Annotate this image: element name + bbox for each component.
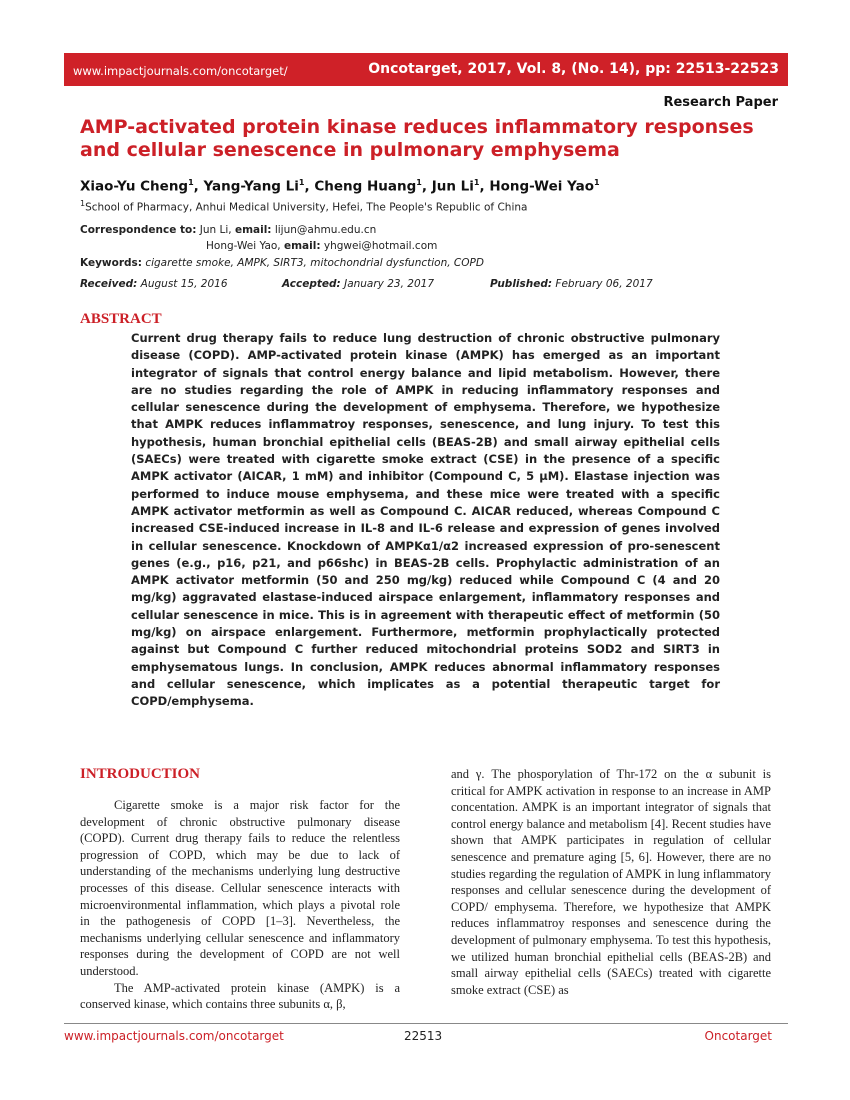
published-value: February 06, 2017: [555, 278, 653, 290]
correspondence-email-link[interactable]: lijun@ahmu.edu.cn: [274, 224, 377, 236]
author-name: Jun Li: [431, 178, 474, 195]
correspondence-block: [80, 222, 437, 254]
received-date: [80, 278, 228, 290]
author-affiliation-mark: 1: [473, 178, 480, 187]
paper-title: AMP-activated protein kinase reduces inflammatory responses and cellular senescence in pulmonary emphysema: [80, 116, 754, 161]
author-affiliation-mark: 1: [298, 178, 305, 187]
affiliation-text: School of Pharmacy, Anhui Medical University, Hefei, The People's Republic of China: [85, 201, 528, 214]
abstract-text: Current drug therapy fails to reduce lung destruction of chronic obstructive pulmonary disease (COPD). AMP-activated protein kinase (AMPK) has emerged as an important integrator of signals that control energy balance and lipid metabolism. However, there are no studies regarding the role of AMPK in reducing inflammatory responses and cellular senescence during the development of emphysema. Therefore, we hypothesize that AMPK reduces inflammatroy responses, senescence, and lung injury. To test this hypothesis, human bronchial epithelial cells (BEAS-2B) and small airway epithelial cells (SAECs) were treated with cigarette smoke extract (CSE) in the presence of a specific AMPK activator (AICAR, 1 mM) and inhibitor (Compound C, 5 μM). Elastase injection was performed to induce mouse emphysema, and these mice were treated with a specific AMPK activator metformin as well as Compound C. AICAR reduced, whereas Compound C increased CSE-induced increase in IL-8 and IL-6 release and expression of genes involved in cellular senescence. Knockdown of AMPKα1/α2 increased expression of pro-senescent genes (e.g., p16, p21, and p66shc) in BEAS-2B cells. Prophylactic administration of an AMPK activator metformin (50 and 250 mg/kg) reduced while Compound C (4 and 20 mg/kg) aggravated elastase-induced airspace enlargement, inflammatory responses and cellular senescence in mice. This is in agreement with therapeutic effect of metformin (50 mg/kg) on airspace enlargement. Furthermore, metformin prophylactically protected against but Compound C further reduced mitochondrial proteins SOD2 and SIRT3 in emphysematous lungs. In conclusion, AMPK reduces abnormal inflammatory responses and cellular senescence, which implicates as a potential therapeutic target for COPD/emphysema.: [131, 331, 720, 709]
correspondence-name: Jun Li,: [199, 224, 232, 236]
affiliation-mark: 1: [80, 199, 86, 208]
author-affiliation-mark: 1: [416, 178, 422, 187]
accepted-value: January 23, 2017: [344, 278, 434, 290]
email-label: email:: [284, 240, 321, 252]
correspondence-name: Hong-Wei Yao,: [206, 240, 281, 252]
received-value: August 15, 2016: [140, 278, 228, 290]
published-label: Published:: [490, 278, 553, 290]
author-affiliation-mark: 1: [593, 178, 600, 187]
page-number: 22513: [404, 1029, 443, 1043]
footer-divider: [64, 1023, 788, 1024]
header-journal-link[interactable]: www.impactjournals.com/oncotarget/: [73, 64, 288, 78]
body-column-right: [451, 766, 771, 998]
author-list: Xiao-Yu Cheng$^1$, Yang-Yang Li$^1$, Cheng Huang$^1$, Jun Li$^1$, Hong-Wei Yao$^1$: [80, 178, 600, 195]
accepted-date: [282, 278, 434, 290]
accepted-label: Accepted:: [282, 278, 341, 290]
footer-journal-name: Oncotarget: [704, 1029, 772, 1043]
author-name: Hong-Wei Yao: [489, 178, 594, 195]
body-paragraph: The AMP-activated protein kinase (AMPK) is a conserved kinase, which contains three subunits α, β,: [80, 980, 400, 1012]
correspondence-label: Correspondence to:: [80, 224, 197, 236]
email-label: email:: [234, 224, 272, 236]
keywords-label: Keywords:: [80, 257, 142, 269]
footer-journal-link[interactable]: www.impactjournals.com/oncotarget: [64, 1029, 284, 1043]
author-name: Xiao-Yu Cheng: [80, 178, 189, 195]
article-type: Research Paper: [663, 95, 778, 110]
keywords: [80, 257, 484, 269]
correspondence-email-link[interactable]: yhgwei@hotmail.com: [323, 240, 438, 252]
introduction-heading: INTRODUCTION: [80, 766, 201, 782]
body-column-left: [80, 797, 400, 1013]
received-label: Received:: [80, 278, 138, 290]
body-paragraph: and γ. The phosporylation of Thr-172 on the α subunit is critical for AMPK activation in response to an increase in AMP concentation. AMPK is an important integrator of signals that control energy balance and metabolism [4]. Recent studies have shown that AMPK participates in regulation of cellular senescence and premature aging [5, 6]. However, there are no studies regarding the regulation of AMPK in lung inflammatory responses and cellular senescence during the development of COPD/ emphysema. Therefore, we hypothesize that AMPK reduces inflammatroy responses and senescence during the development of pulmonary emphysema. To test this hypothesis, we utilized human bronchial epithelial cells (BEAS-2B) and small airway epithelial cells (SAECs) treated with cigarette smoke extract (CSE) as: [451, 767, 771, 997]
author-name: Yang-Yang Li: [203, 178, 299, 195]
affiliation: [80, 199, 527, 214]
abstract-heading: ABSTRACT: [80, 311, 162, 327]
body-paragraph: Cigarette smoke is a major risk factor for the development of chronic obstructive pulmonary disease (COPD). Current drug therapy fails to reduce the relentless progression of COPD, which may be due to lack of understanding of the mechanisms underlying lung destructive processes of this disease. Cellular senescence interacts with microenvironmental inflammation, which plays a pivotal role in the pathogenesis of COPD [1–3]. Nevertheless, the mechanisms underlying cellular senescence and inflammatory responses during the development of COPD are not well understood.: [80, 798, 400, 978]
journal-header-bar: [64, 53, 788, 86]
header-citation: Oncotarget, 2017, Vol. 8, (No. 14), pp: 22513-22523: [368, 61, 779, 77]
keywords-text: cigarette smoke, AMPK, SIRT3, mitochondrial dysfunction, COPD: [145, 257, 484, 269]
published-date: [490, 278, 653, 290]
author-affiliation-mark: 1: [188, 178, 194, 187]
author-name: Cheng Huang: [314, 178, 417, 195]
article-dates: [80, 278, 780, 294]
